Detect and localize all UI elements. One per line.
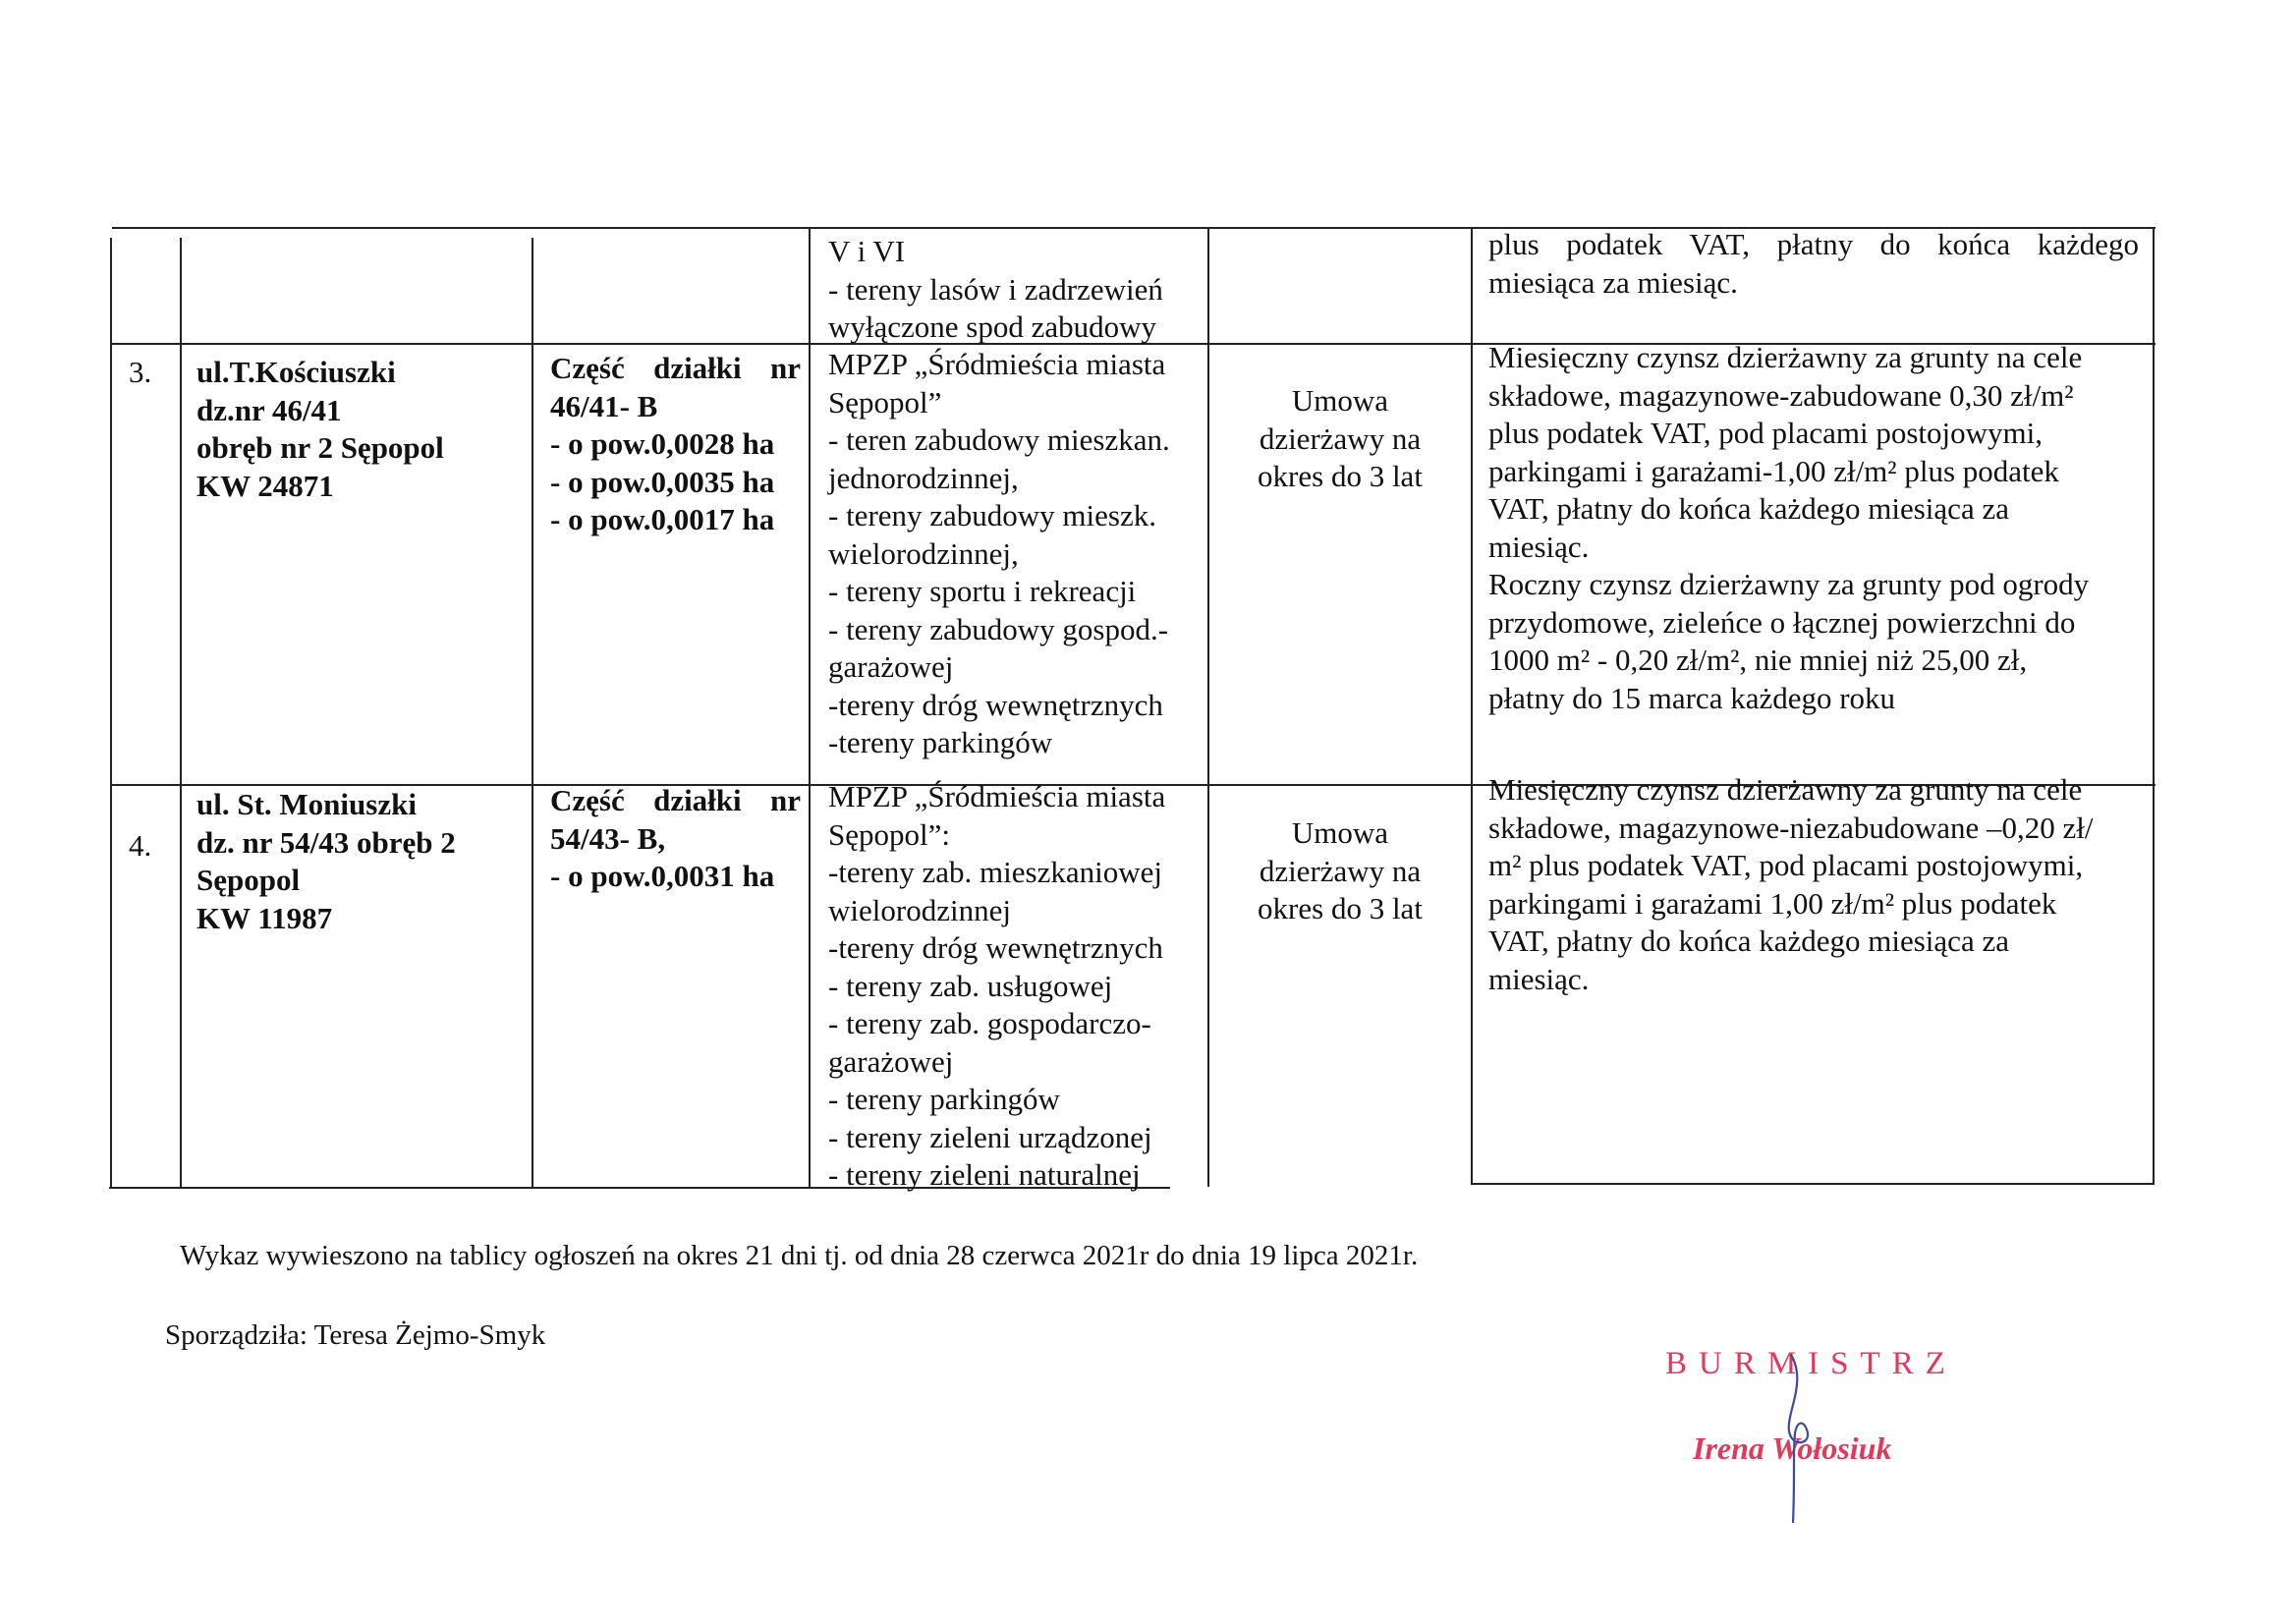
row2-mpzp-line-5: - tereny zab. usługowej [828,968,1113,1003]
row2-contract-cell [1209,814,1471,928]
row1-location-line-3: KW 24871 [196,468,334,503]
col-divider-5 [1471,227,1473,1185]
handwritten-signature [1773,1351,1832,1528]
row1-mpzp-line-6: - tereny sportu i rekreacji [828,574,1137,608]
row1-rent-line-6: Roczny czynsz dzierżawny za grunty pod ogrody [1488,567,2090,601]
row1-location-line-0: ul.T.Kościuszki [196,355,396,389]
row1-contract-line-0: Umowa [1291,383,1389,418]
col-divider-4 [1207,227,1209,1187]
col-divider-3 [809,227,811,1187]
stamp-title: BURMISTRZ [1665,1346,1957,1381]
row1-mpzp-cell [828,346,1197,762]
row2-location-cell [196,786,526,937]
row2-location-line-3: KW 11987 [196,900,333,935]
row2-location-line-0: ul. St. Moniuszki [196,787,417,821]
row1-mpzp-line-1: Sępopol” [828,384,942,420]
col-border-right [2153,227,2155,1185]
row1-rent-line-1: składowe, magazynowe-zabudowane 0,30 zł/m² [1488,377,2074,413]
row1-mpzp-line-9: -tereny dróg wewnętrznych [828,687,1163,722]
row2-mpzp-line-2: -tereny zab. mieszkaniowej [828,855,1162,889]
row0-mpzp-line-1: - tereny lasów i zadrzewień [828,271,1163,307]
row2-rent-line-1: składowe, magazynowe-niezabudowane –0,20 zł/ [1488,810,2094,845]
posting-notice: Wykaz wywieszono na tablicy ogłoszeń na okres 21 dni tj. od dnia 28 czerwca 2021r do dnia 19 lipca 2021r. [180,1240,1419,1271]
row0-mpzp-line-0: V i VI [828,234,906,268]
row1-parcel-cell [550,350,801,539]
row2-mpzp-cell [828,778,1197,1195]
row2-rent-line-5: miesiąc. [1488,961,1590,996]
row1-parcel-line-3: - o pow.0,0035 ha [550,464,775,499]
col-border-left [110,238,112,1187]
row2-mpzp-line-0: MPZP „Śródmieścia miasta [828,779,1166,813]
row1-mpzp-line-3: jednorodzinnej, [828,460,1019,495]
row2-location-line-1: dz. nr 54/43 obręb 2 [196,824,456,860]
row2-contract-line-0: Umowa [1291,815,1389,850]
prepared-by: Sporządziła: Teresa Żejmo-Smyk [165,1319,546,1351]
row1-parcel-line-1: 46/41- B [550,388,658,423]
row2-mpzp-line-7: garażowej [828,1043,954,1079]
row1-parcel-line-0: Część działki nr [550,351,801,385]
row1-mpzp-line-4: - tereny zabudowy mieszk. [828,498,1156,532]
row1-mpzp-line-0: MPZP „Śródmieścia miasta [828,347,1166,381]
row1-number: 3. [129,355,152,389]
row2-mpzp-line-4: -tereny dróg wewnętrznych [828,930,1163,965]
row2-parcel-line-1: 54/43- B, [550,820,666,856]
row0-rent-cell [1488,226,2139,302]
row1-contract-cell [1209,382,1471,496]
row1-contract-line-1: dzierżawy na [1259,420,1422,456]
row2-mpzp-line-8: - tereny parkingów [828,1082,1060,1116]
row1-mpzp-line-8: garażowej [828,649,954,684]
row0-mpzp-line-2: wyłączone spod zabudowy [828,309,1157,344]
col-divider-2 [532,238,533,1187]
row0-mpzp-cell [828,233,1197,347]
table-border-bottom-right [1471,1183,2155,1185]
row1-rent-line-2: plus podatek VAT, pod placami postojowymi, [1488,416,2043,450]
row1-mpzp-line-2: - teren zabudowy mieszkan. [828,422,1170,457]
row1-mpzp-line-10: -tereny parkingów [828,725,1053,759]
row2-number: 4. [129,828,152,863]
row2-rent-line-3: parkingami i garażami 1,00 zł/m² plus podatek [1488,885,2057,921]
row1-rent-cell [1488,339,2139,717]
row1-mpzp-line-7: - tereny zabudowy gospod.- [828,611,1169,646]
row1-rent-line-8: 1000 m² - 0,20 zł/m², nie mniej niż 25,00 zł, [1488,643,2028,677]
row0-rent-line-0: plus podatek VAT, płatny do końca każdego [1488,227,2139,261]
row2-parcel-cell [550,782,801,896]
row1-parcel-line-2: - o pow.0,0028 ha [550,426,775,461]
row2-rent-line-0: Miesięczny czynsz dzierżawny za grunty na cele [1488,772,2083,807]
row2-parcel-line-2: - o pow.0,0031 ha [550,859,775,893]
row1-rent-line-4: VAT, płatny do końca każdego miesiąca za [1488,491,2009,526]
row2-mpzp-line-6: - tereny zab. gospodarczo- [828,1006,1151,1040]
row1-rent-line-7: przydomowe, zieleńce o łącznej powierzchni do [1488,604,2076,640]
row1-location-cell [196,354,526,505]
row0-rent-line-1: miesiąca za miesiąc. [1488,264,1738,300]
row2-mpzp-line-9: - tereny zieleni urządzonej [828,1119,1152,1154]
col-divider-1 [180,238,182,1187]
row2-contract-line-2: okres do 3 lat [1258,891,1423,925]
row1-parcel-line-4: - o pow.0,0017 ha [550,502,775,536]
row2-mpzp-line-10: - tereny zieleni naturalnej [828,1157,1141,1192]
row1-contract-line-2: okres do 3 lat [1258,459,1423,493]
row2-mpzp-line-3: wielorodzinnej [828,892,1011,927]
row1-rent-line-5: miesiąc. [1488,529,1590,564]
row2-rent-line-2: m² plus podatek VAT, pod placami postojowymi, [1488,848,2084,882]
row1-location-line-2: obręb nr 2 Sępopol [196,430,444,465]
row2-location-line-2: Sępopol [196,863,301,897]
row1-rent-line-9: płatny do 15 marca każdego roku [1488,680,1896,715]
row2-rent-line-4: VAT, płatny do końca każdego miesiąca za [1488,924,2009,958]
row1-location-line-1: dz.nr 46/41 [196,392,342,427]
row2-rent-cell [1488,771,2139,998]
row1-rent-line-3: parkingami i garażami-1,00 zł/m² plus podatek [1488,453,2059,488]
row2-contract-line-1: dzierżawy na [1259,853,1422,888]
row2-mpzp-line-1: Sępopol”: [828,816,950,852]
stamp-name: Irena Wołosiuk [1693,1430,1892,1466]
row1-rent-line-0: Miesięczny czynsz dzierżawny za grunty na cele [1488,340,2083,374]
row2-parcel-line-0: Część działki nr [550,783,801,817]
row1-mpzp-line-5: wielorodzinnej, [828,535,1019,571]
